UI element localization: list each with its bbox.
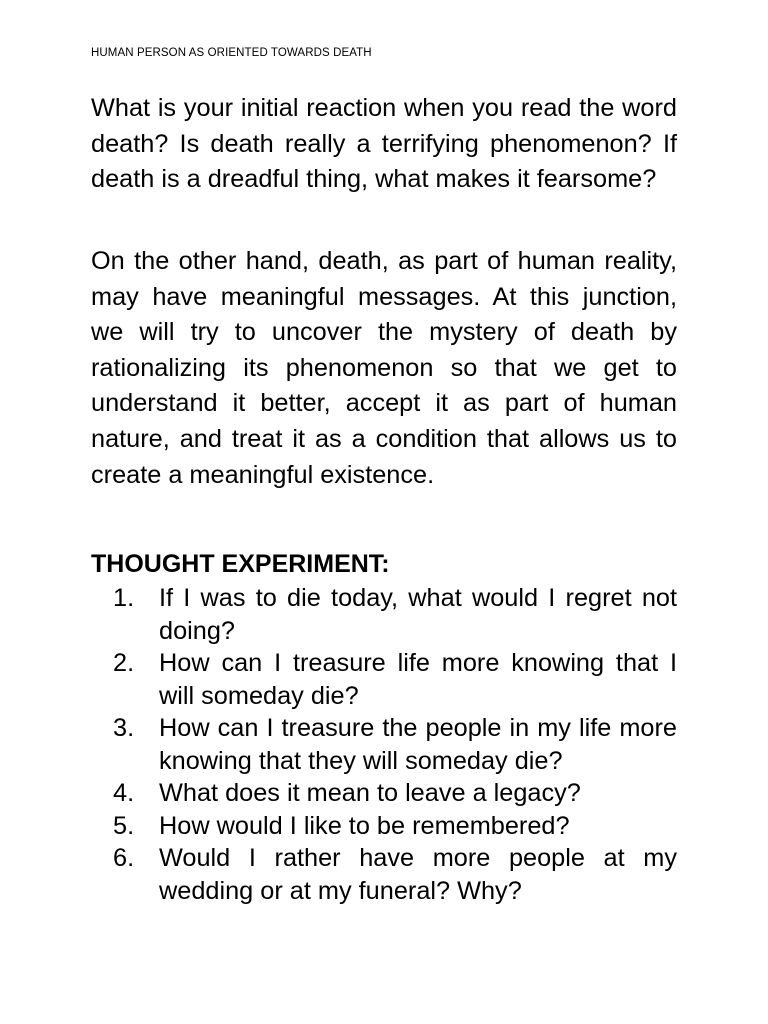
list-text: How can I treasure the people in my life more knowing that they will someday die? (159, 714, 677, 775)
list-item (91, 582, 677, 647)
intro-paragraph: What is your initial reaction when you read the word death? Is death really a terrifying phenomenon? If death is a dreadful thing, what makes it fearsome? (91, 94, 677, 194)
list-item (91, 647, 677, 712)
list-text: How can I treasure life more knowing that I will someday die? (159, 649, 677, 710)
list-text: How would I like to be remembered? (159, 811, 570, 840)
list-text: What does it mean to leave a legacy? (159, 779, 581, 807)
list-number: 5. (113, 811, 135, 840)
list-text: Would I rather have more people at my wedding or at my funeral? Why? (159, 844, 677, 905)
section-heading: THOUGHT EXPERIMENT: (91, 550, 390, 578)
list-text: If I was to die today, what would I regret not doing? (159, 584, 677, 645)
list-number: 3. (113, 714, 135, 742)
list-item (91, 712, 677, 777)
list-item (91, 810, 677, 843)
list-number: 2. (113, 649, 135, 677)
list-number: 6. (113, 844, 135, 872)
list-number: 4. (113, 779, 135, 807)
question-list (91, 582, 677, 907)
list-number: 1. (113, 584, 135, 612)
page-header: HUMAN PERSON AS ORIENTED TOWARDS DEATH (91, 47, 372, 59)
list-item (91, 842, 677, 907)
body-paragraph: On the other hand, death, as part of human reality, may have meaningful messages. At this junction, we will try to uncover the mystery of death by rationalizing its phenomenon so that we get to understand it better, accept it as part of human nature, and treat it as a condition that allows us to create a meaningful existence. (91, 247, 677, 489)
list-item (91, 777, 677, 810)
